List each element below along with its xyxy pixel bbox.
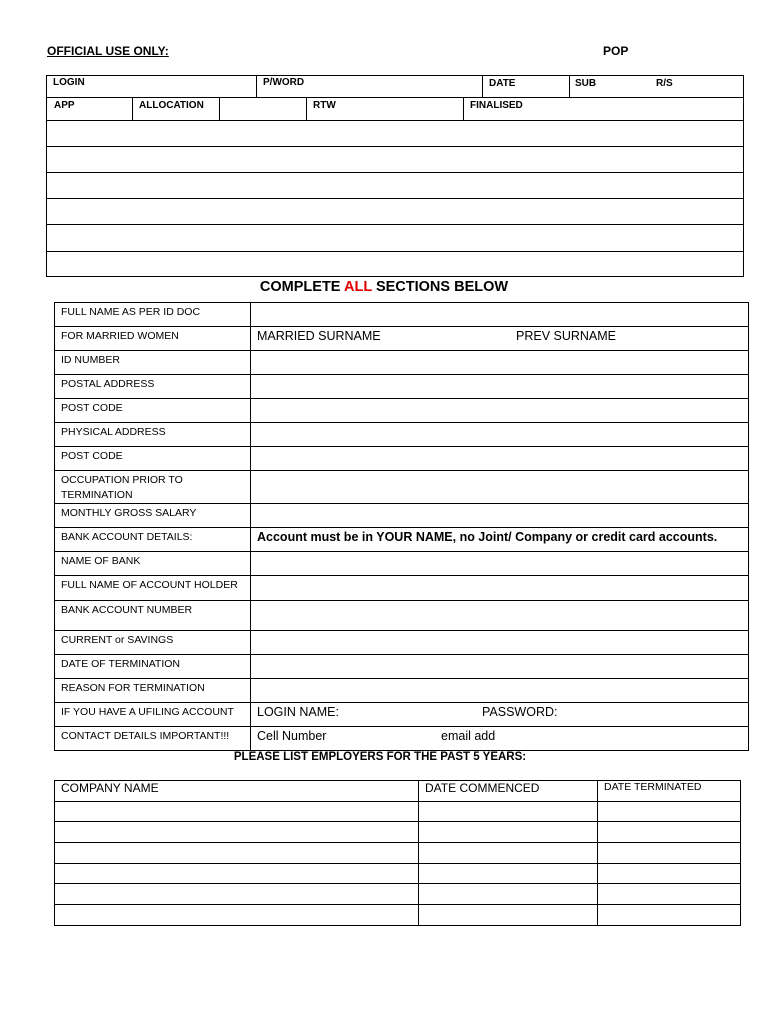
monthly-salary-field[interactable] <box>251 504 749 528</box>
contact-details-field[interactable] <box>251 727 749 751</box>
occupation-field[interactable] <box>251 471 749 504</box>
date-terminated-cell[interactable] <box>598 863 741 884</box>
form-row <box>55 576 749 601</box>
id-number-field[interactable] <box>251 351 749 375</box>
date-commenced-cell[interactable] <box>419 843 598 864</box>
form-row <box>55 327 749 351</box>
form-row <box>55 552 749 576</box>
email-label: email add <box>441 729 496 743</box>
full-name-field[interactable] <box>251 303 749 327</box>
form-row-label: FOR MARRIED WOMEN <box>55 327 251 351</box>
form-row <box>55 727 749 751</box>
form-row <box>55 303 749 327</box>
official-use-title: OFFICIAL USE ONLY: <box>47 44 169 58</box>
company-name-cell[interactable] <box>55 905 419 926</box>
postal-address-field[interactable] <box>251 375 749 399</box>
form-row-label: IF YOU HAVE A UFILING ACCOUNT <box>55 703 251 727</box>
date-commenced-cell[interactable] <box>419 905 598 926</box>
allocation-cell-label: ALLOCATION <box>139 100 204 111</box>
app-cell-label: APP <box>54 100 75 111</box>
form-row-label: DATE OF TERMINATION <box>55 655 251 679</box>
form-row <box>55 679 749 703</box>
form-row-label: FULL NAME OF ACCOUNT HOLDER <box>55 576 251 601</box>
form-row <box>55 375 749 399</box>
employers-heading: PLEASE LIST EMPLOYERS FOR THE PAST 5 YEARS: <box>233 751 527 763</box>
postal-code-field[interactable] <box>251 399 749 423</box>
form-row-label: PHYSICAL ADDRESS <box>55 423 251 447</box>
form-row-label: CONTACT DETAILS IMPORTANT!!! <box>55 727 251 751</box>
company-name-cell[interactable] <box>55 863 419 884</box>
table-row <box>55 843 741 864</box>
table-row <box>55 905 741 926</box>
date-terminated-cell[interactable] <box>598 843 741 864</box>
complete-all-sections-heading: COMPLETE ALL SECTIONS BELOW <box>259 279 509 295</box>
table-row <box>55 801 741 822</box>
login-name-label: LOGIN NAME: <box>257 705 339 719</box>
date-terminated-header: DATE TERMINATED <box>598 781 741 802</box>
form-row-label: BANK ACCOUNT DETAILS: <box>55 528 251 552</box>
account-holder-field[interactable] <box>251 576 749 601</box>
form-row-label: OCCUPATION PRIOR TO TERMINATION <box>55 471 251 504</box>
form-row <box>55 631 749 655</box>
company-name-header: COMPANY NAME <box>55 781 419 802</box>
date-commenced-header: DATE COMMENCED <box>419 781 598 802</box>
bank-name-field[interactable] <box>251 552 749 576</box>
form-row-label: FULL NAME AS PER ID DOC <box>55 303 251 327</box>
login-cell-label: LOGIN <box>53 77 85 88</box>
company-name-cell[interactable] <box>55 843 419 864</box>
form-row <box>55 528 749 552</box>
prev-surname-label: PREV SURNAME <box>516 329 617 343</box>
date-commenced-cell[interactable] <box>419 884 598 905</box>
date-terminated-cell[interactable] <box>598 905 741 926</box>
employers-table <box>54 780 741 926</box>
date-commenced-cell[interactable] <box>419 863 598 884</box>
pop-label: POP <box>603 44 629 58</box>
form-row <box>55 703 749 727</box>
date-terminated-cell[interactable] <box>598 884 741 905</box>
form-row <box>55 504 749 528</box>
bank-account-note: Account must be in YOUR NAME, no Joint/ Company or credit card accounts. <box>251 528 749 552</box>
company-name-cell[interactable] <box>55 884 419 905</box>
date-terminated-cell[interactable] <box>598 822 741 843</box>
termination-reason-field[interactable] <box>251 679 749 703</box>
form-row-label: MONTHLY GROSS SALARY <box>55 504 251 528</box>
physical-address-field[interactable] <box>251 423 749 447</box>
form-row-label: ID NUMBER <box>55 351 251 375</box>
account-type-field[interactable] <box>251 631 749 655</box>
form-row-label: NAME OF BANK <box>55 552 251 576</box>
married-women-field[interactable] <box>251 327 749 351</box>
form-row <box>55 423 749 447</box>
form-row <box>55 351 749 375</box>
physical-post-code-field[interactable] <box>251 447 749 471</box>
ufiling-field[interactable] <box>251 703 749 727</box>
date-commenced-cell[interactable] <box>419 822 598 843</box>
form-row-label: BANK ACCOUNT NUMBER <box>55 601 251 631</box>
account-number-field[interactable] <box>251 601 749 631</box>
employers-header-row <box>55 781 741 802</box>
rtw-cell-label: RTW <box>313 100 336 111</box>
form-row-label: REASON FOR TERMINATION <box>55 679 251 703</box>
form-row-label: POST CODE <box>55 447 251 471</box>
form-row <box>55 447 749 471</box>
form-row <box>55 601 749 631</box>
password-label: PASSWORD: <box>482 705 558 719</box>
form-row <box>55 655 749 679</box>
table-row <box>55 884 741 905</box>
table-row <box>55 822 741 843</box>
company-name-cell[interactable] <box>55 822 419 843</box>
applicant-details-table <box>54 302 749 751</box>
form-row <box>55 399 749 423</box>
termination-date-field[interactable] <box>251 655 749 679</box>
form-row <box>55 471 749 504</box>
sub-cell-label: SUB <box>575 78 597 89</box>
date-terminated-cell[interactable] <box>598 801 741 822</box>
pword-cell-label: P/WORD <box>263 77 305 88</box>
form-row-label: POSTAL ADDRESS <box>55 375 251 399</box>
form-row-label: CURRENT or SAVINGS <box>55 631 251 655</box>
rs-cell-label: R/S <box>656 78 673 89</box>
form-row-label: POST CODE <box>55 399 251 423</box>
cell-number-label: Cell Number <box>257 729 327 743</box>
table-row <box>55 863 741 884</box>
married-surname-label: MARRIED SURNAME <box>257 329 381 343</box>
date-cell-label: DATE <box>489 78 516 89</box>
date-commenced-cell[interactable] <box>419 801 598 822</box>
finalised-cell-label: FINALISED <box>470 100 523 111</box>
company-name-cell[interactable] <box>55 801 419 822</box>
